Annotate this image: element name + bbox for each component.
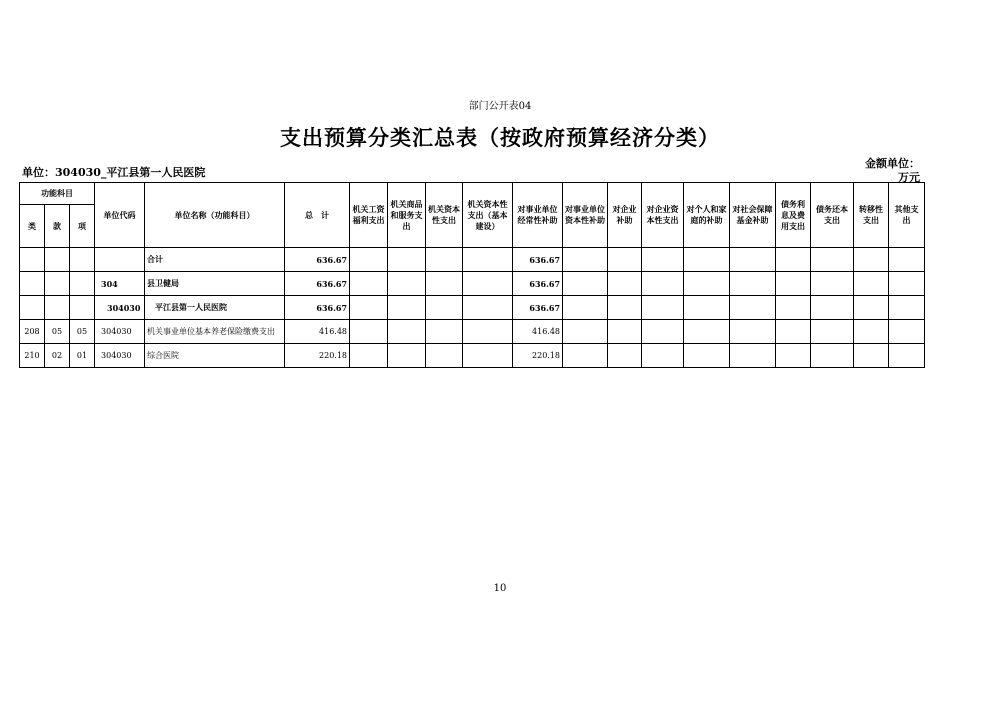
col-header-10: 对社会保障基金补助 [730, 183, 776, 248]
cell-unit-name: 平江县第一人民医院 [145, 296, 285, 320]
cell-xiang: 01 [70, 344, 95, 368]
page-number: 10 [493, 583, 507, 594]
unit-name-header: 单位名称（功能科目） [145, 183, 285, 248]
cell-total: 636.67 [285, 272, 350, 296]
col-header-7: 对企业补助 [608, 183, 642, 248]
col-header-2: 机关商品和服务支出 [388, 183, 426, 248]
col-header-14: 其他支出 [889, 183, 925, 248]
col-header-6: 对事业单位资本性补助 [563, 183, 608, 248]
col-header-8: 对企业资本性支出 [642, 183, 684, 248]
kuan-header: 款 [45, 205, 70, 248]
col-header-12: 债务还本支出 [811, 183, 854, 248]
col-header-13: 转移性支出 [854, 183, 889, 248]
cell-operating-subsidy: 220.18 [513, 344, 563, 368]
cell-unit-code [95, 248, 145, 272]
cell-kuan: 05 [45, 320, 70, 344]
col-header-9: 对个人和家庭的补助 [684, 183, 730, 248]
unit-label: 单位：304030_平江县第一人民医院 [22, 166, 206, 179]
cell-xiang: 05 [70, 320, 95, 344]
budget-table [19, 182, 925, 368]
col-header-3: 机关资本性支出 [426, 183, 463, 248]
form-number: 部门公开表04 [468, 101, 532, 112]
cell-lei [20, 296, 45, 320]
cell-unit-name: 县卫健局 [145, 272, 285, 296]
cell-total: 636.67 [285, 296, 350, 320]
table-row [20, 320, 925, 344]
func-subject-header: 功能科目 [20, 183, 95, 205]
cell-unit-name: 综合医院 [145, 344, 285, 368]
cell-total: 636.67 [285, 248, 350, 272]
unit-code-header: 单位代码 [95, 183, 145, 248]
cell-unit-name: 合计 [145, 248, 285, 272]
cell-total: 416.48 [285, 320, 350, 344]
col-header-4: 机关资本性支出（基本建设） [463, 183, 513, 248]
amount-unit-value: 万元 [898, 171, 920, 184]
cell-xiang [70, 296, 95, 320]
cell-lei [20, 248, 45, 272]
cell-unit-code: 304030 [95, 296, 145, 320]
cell-lei: 208 [20, 320, 45, 344]
cell-lei: 210 [20, 344, 45, 368]
table-row [20, 248, 925, 272]
cell-operating-subsidy: 416.48 [513, 320, 563, 344]
table-row [20, 272, 925, 296]
cell-total: 220.18 [285, 344, 350, 368]
cell-xiang [70, 272, 95, 296]
cell-operating-subsidy: 636.67 [513, 272, 563, 296]
cell-unit-code: 304 [95, 272, 145, 296]
cell-operating-subsidy: 636.67 [513, 296, 563, 320]
col-header-11: 债务利息及费用支出 [776, 183, 811, 248]
xiang-header: 项 [70, 205, 95, 248]
page-title: 支出预算分类汇总表（按政府预算经济分类） [280, 125, 720, 150]
cell-kuan: 02 [45, 344, 70, 368]
amount-unit-label: 金额单位： [865, 157, 920, 170]
lei-header: 类 [20, 205, 45, 248]
cell-unit-name: 机关事业单位基本养老保险缴费支出 [145, 320, 285, 344]
cell-unit-code: 304030 [95, 320, 145, 344]
cell-unit-code: 304030 [95, 344, 145, 368]
total-header: 总 计 [285, 183, 350, 248]
table-row [20, 344, 925, 368]
col-header-5: 对事业单位经常性补助 [513, 183, 563, 248]
amount-unit [852, 157, 920, 185]
cell-kuan [45, 296, 70, 320]
cell-kuan [45, 272, 70, 296]
cell-xiang [70, 248, 95, 272]
cell-lei [20, 272, 45, 296]
col-header-1: 机关工资福利支出 [350, 183, 388, 248]
cell-kuan [45, 248, 70, 272]
cell-operating-subsidy: 636.67 [513, 248, 563, 272]
table-row [20, 296, 925, 320]
